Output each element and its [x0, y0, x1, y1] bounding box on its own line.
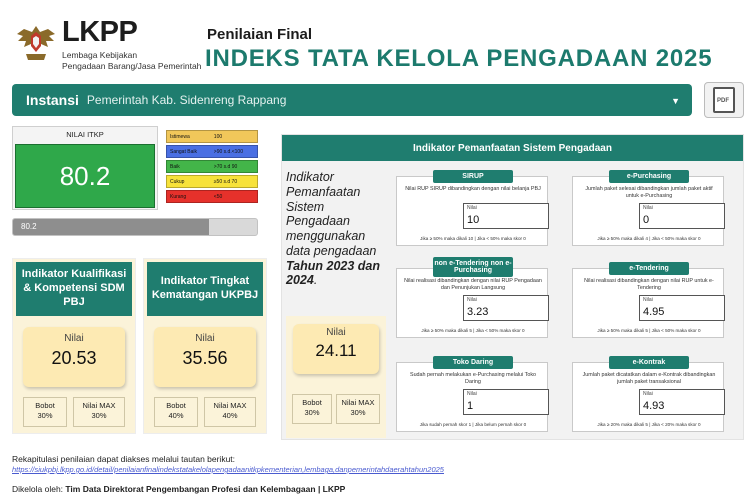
legend-row — [166, 145, 258, 158]
description-text: Indikator Pemanfaatan Sistem Pengadaan menggunakan data pengadaan — [286, 170, 377, 258]
box-value-field — [639, 389, 725, 415]
box-value-field — [639, 203, 725, 229]
bobot-value: 30% — [304, 408, 320, 418]
box-description: Jumlah paket selesai dibandingkan jumlah paket aktif untuk e-Purchasing — [585, 186, 713, 199]
box-title: non e-Tendering non e-Purchasing — [433, 257, 513, 277]
garuda-emblem-icon — [14, 22, 58, 64]
value-label: Nilai — [326, 327, 346, 338]
max-box — [336, 394, 380, 424]
box-value: 3.23 — [467, 306, 489, 318]
itkp-label: NILAI ITKP — [66, 130, 104, 139]
max-value: 30% — [91, 411, 107, 421]
legend-range: ≥50 s.d 70 — [213, 178, 238, 185]
card-title: Indikator Kualifikasi & Kompetensi SDM PBJ — [16, 262, 132, 316]
instansi-label: Instansi — [26, 92, 79, 108]
box-value: 4.95 — [643, 306, 665, 318]
legend-range: >70 s.d 90 — [213, 163, 238, 170]
legend-name: Istimewa — [170, 133, 190, 140]
max-value: 30% — [350, 408, 366, 418]
card-value-box — [293, 324, 379, 374]
sirup-box — [396, 173, 548, 246]
value-label: Nilai — [467, 205, 477, 211]
max-label: Nilai MAX — [82, 401, 116, 410]
legend-row — [166, 175, 258, 188]
indicator-card-ukpbj — [143, 258, 267, 434]
logo-caption: Pengadaan Barang/Jasa Pemerintah — [62, 61, 202, 71]
box-title: Toko Daring — [433, 356, 513, 369]
legend-name: Kurang — [170, 193, 187, 200]
box-value: 10 — [467, 214, 480, 226]
rating-legend — [166, 130, 258, 205]
box-description: Nilai realisasi dibandingkan dengan nilai RUP untuk e-Tendering — [584, 278, 714, 291]
progress-fill — [13, 219, 209, 235]
max-label: Nilai MAX — [213, 401, 247, 410]
page-title: INDEKS TATA KELOLA PENGADAAN 2025 — [205, 45, 713, 72]
card-title: Indikator Tingkat Kematangan UKPBJ — [147, 262, 263, 316]
non-e-tendering-box — [396, 260, 548, 338]
box-value: 4.93 — [643, 400, 665, 412]
box-description: Nilai RUP SIRUP dibandingkan dengan nilai belanja PBJ — [405, 186, 541, 192]
card-value: 35.56 — [182, 348, 228, 368]
indicator-card-sdm — [12, 258, 136, 434]
e-kontrak-box — [572, 359, 724, 432]
itkp-progress-bar — [12, 218, 258, 236]
itkp-card — [12, 126, 158, 210]
max-box — [204, 397, 256, 427]
page-subtitle: Penilaian Final — [207, 26, 313, 43]
card-value-box — [154, 327, 256, 387]
bobot-label: Bobot — [35, 401, 55, 410]
managed-by — [12, 484, 345, 494]
legend-row — [166, 160, 258, 173]
pdf-download-button[interactable] — [704, 82, 744, 118]
box-title: e-Tendering — [609, 262, 689, 275]
toko-daring-box — [396, 359, 548, 432]
managed-by-team: Tim Data Direktorat Pengembangan Profesi dan Kelembagaan | LKPP — [65, 484, 346, 494]
max-value: 40% — [222, 411, 238, 421]
box-value-field — [463, 295, 549, 321]
box-description: Jumlah paket dicatatkan dalam e-Kontrak dibandingkan jumlah paket transaksional — [582, 372, 716, 385]
value-label: Nilai — [643, 391, 653, 397]
instansi-select[interactable] — [12, 84, 692, 116]
chevron-down-icon: ▼ — [671, 96, 680, 106]
box-title: e-Kontrak — [609, 356, 689, 369]
e-purchasing-box — [572, 173, 724, 246]
lkpp-logo: LKPP — [62, 16, 138, 48]
logo-caption: Lembaga Kebijakan — [62, 50, 138, 60]
box-value-field — [463, 389, 549, 415]
card-value: 20.53 — [51, 348, 97, 368]
legend-row — [166, 130, 258, 143]
bobot-label: Bobot — [302, 398, 322, 407]
legend-range: 100 — [213, 133, 223, 140]
bobot-value: 30% — [37, 411, 53, 421]
box-title: e-Purchasing — [609, 170, 689, 183]
box-description: Sudah pernah melakukan e-Purchasing melalui Toko Daring — [409, 372, 537, 385]
panel-description — [286, 170, 386, 288]
bobot-value: 40% — [168, 411, 184, 421]
box-value: 1 — [467, 400, 474, 412]
max-box — [73, 397, 125, 427]
max-label: Nilai MAX — [341, 398, 375, 407]
legend-row — [166, 190, 258, 203]
bobot-box — [154, 397, 198, 427]
value-label: Nilai — [643, 205, 653, 211]
value-label: Nilai — [64, 333, 84, 344]
legend-name: Sangat Baik — [170, 148, 197, 155]
recap-link[interactable]: https://siukpbj.lkpp.go.id/detail/penilaianfinalindekstatakelolapengadaanitkpkementerian,lembaga,danpemerintahdaerahtahun2025 — [12, 465, 444, 474]
recap-text: Rekapitulasi penilaian dapat diakses melalui tautan berikut: — [12, 454, 236, 464]
description-years: Tahun 2023 dan 2024 — [286, 258, 381, 288]
legend-range: >90 s.d.<100 — [213, 148, 243, 155]
card-value-box — [23, 327, 125, 387]
legend-name: Cukup — [170, 178, 185, 185]
value-label: Nilai — [643, 297, 653, 303]
box-value: 0 — [643, 214, 650, 226]
value-label: Nilai — [195, 333, 215, 344]
progress-label: 80.2 — [21, 222, 37, 231]
system-usage-score-card — [286, 316, 386, 438]
itkp-value: 80.2 — [15, 144, 155, 208]
box-value-field — [639, 295, 725, 321]
box-value-field — [463, 203, 549, 229]
box-scoring-note: Jika ≥ 20% maka dikali 5 | Jika < 20% maka skor 0 — [597, 422, 701, 427]
box-title: SIRUP — [433, 170, 513, 183]
value-label: Nilai — [467, 297, 477, 303]
pdf-icon-label: PDF — [717, 98, 729, 104]
box-scoring-note: Jika ≥ 50% maka dikali 10 | Jika < 50% maka skor 0 — [420, 236, 526, 241]
value-label: Nilai — [467, 391, 477, 397]
managed-by-prefix: Dikelola oleh: — [12, 484, 66, 494]
box-description: Nilai realisasi dibandingkan dengan nilai RUP Pengadaan dan Penunjukan Langsung — [404, 278, 542, 291]
bobot-box — [23, 397, 67, 427]
box-scoring-note: Jika ≥ 50% maka dikali 4 | Jika < 50% maka skor 0 — [597, 236, 701, 241]
legend-range: <50 — [213, 193, 223, 200]
bobot-label: Bobot — [166, 401, 186, 410]
pdf-file-icon — [713, 87, 735, 113]
legend-name: Baik — [170, 163, 180, 170]
e-tendering-box — [572, 265, 724, 338]
bobot-box — [292, 394, 332, 424]
box-scoring-note: Jika ≥ 50% maka dikali 5 | Jika < 50% maka skor 0 — [597, 328, 701, 333]
panel-title: Indikator Pemanfaatan Sistem Pengadaan — [282, 135, 743, 161]
instansi-value: Pemerintah Kab. Sidenreng Rappang — [86, 93, 287, 107]
box-scoring-note: Jika ≥ 50% maka dikali 5 | Jika < 50% maka skor 0 — [421, 328, 525, 333]
description-end: . — [313, 273, 318, 288]
box-scoring-note: Jika sudah pernah skor 1 | Jika belum pernah skor 0 — [419, 422, 527, 427]
card-value: 24.11 — [315, 341, 357, 360]
